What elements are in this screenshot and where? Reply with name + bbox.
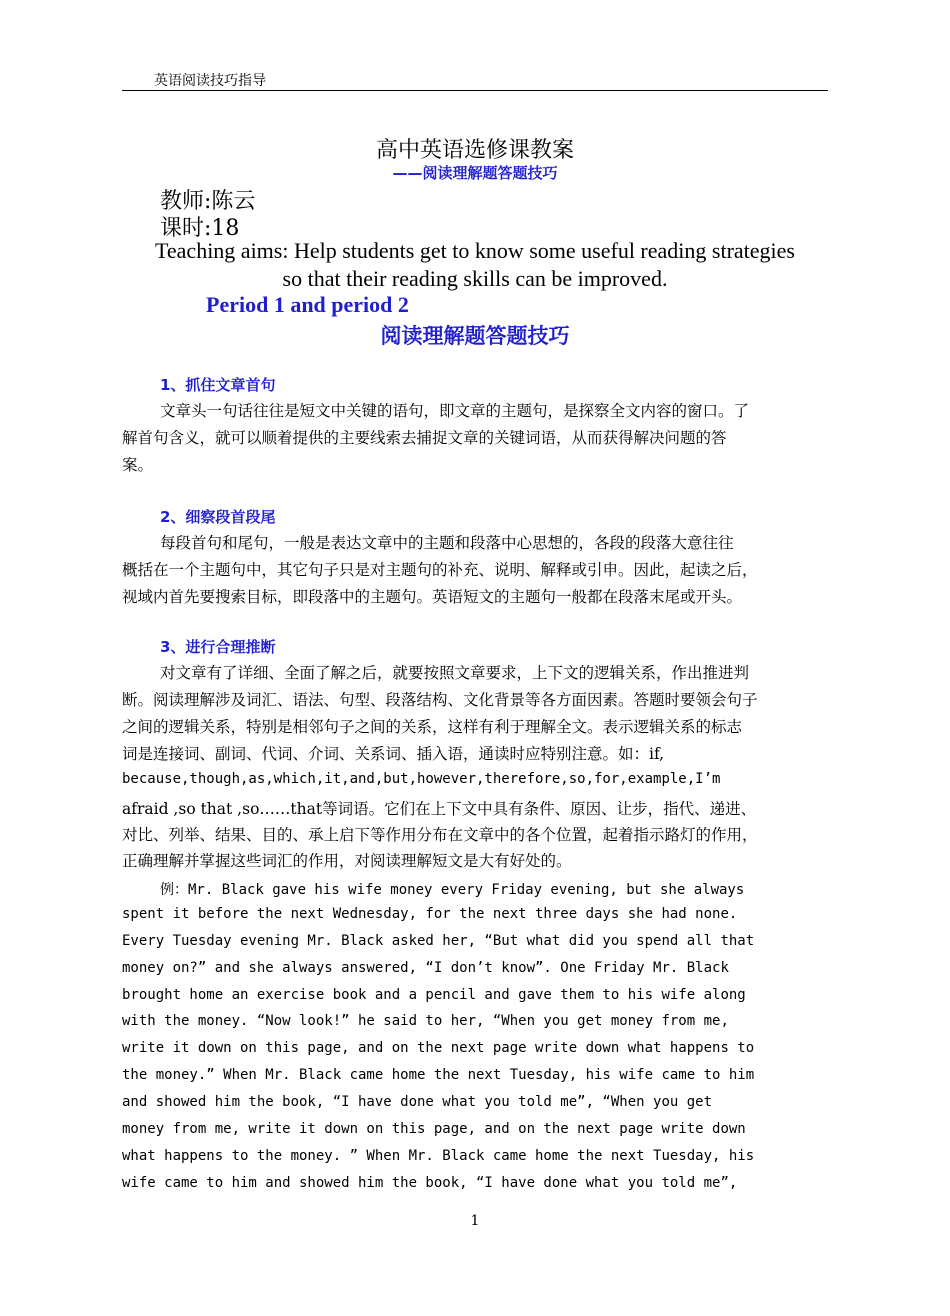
section-3-line: 对文章有了详细、全面了解之后，就要按照文章要求，上下文的逻辑关系，作出推进判 bbox=[160, 664, 750, 682]
section-1-line: 文章头一句话往往是短文中关键的语句，即文章的主题句，是探察全文内容的窗口。了 bbox=[160, 402, 750, 420]
example-line: brought home an exercise book and a pencil and gave them to his wife along bbox=[122, 987, 746, 1003]
section-3-line: 对比、列举、结果、目的、承上启下等作用分布在文章中的各个位置，起着指示路灯的作用， bbox=[122, 826, 758, 844]
page-number: 1 bbox=[470, 1213, 480, 1229]
example-line: Every Tuesday evening Mr. Black asked her, “But what did you spend all that bbox=[122, 933, 755, 949]
example-line: spent it before the next Wednesday, for the next three days she had none. bbox=[122, 906, 738, 922]
section-3-line: 正确理解并掌握这些词汇的作用，对阅读理解短文是大有好处的。 bbox=[122, 852, 572, 870]
section-3-line: 之间的逻辑关系，特别是相邻句子之间的关系，这样有利于理解全文。表示逻辑关系的标志 bbox=[122, 718, 743, 736]
example-line: with the money. “Now look!” he said to her, “When you get money from me, bbox=[122, 1013, 729, 1029]
example-line: the money.” When Mr. Black came home the next Tuesday, his wife came to him bbox=[122, 1067, 755, 1083]
page-header-text: 英语阅读技巧指导 bbox=[154, 73, 266, 89]
period-heading: Period 1 and period 2 bbox=[206, 292, 409, 317]
example-line: money on?” and she always answered, “I don’t know”. One Friday Mr. Black bbox=[122, 960, 729, 976]
example-line: and showed him the book, “I have done what you told me”, “When you get bbox=[122, 1094, 713, 1110]
section-3-line: 断。阅读理解涉及词汇、语法、句型、段落结构、文化背景等各方面因素。答题时要领会句子 bbox=[122, 691, 758, 709]
teacher-line: 教师:陈云 bbox=[160, 189, 256, 214]
section-3-line: 词是连接词、副词、代词、介词、关系词、插入语，通读时应特别注意。如：if, bbox=[122, 745, 665, 763]
document-title: 高中英语选修课教案 bbox=[375, 138, 574, 163]
section-2-line: 每段首句和尾句，一般是表达文章中的主题和段落中心思想的，各段的段落大意往往 bbox=[160, 534, 734, 552]
section-2-line: 视域内首先要搜索目标，即段落中的主题句。英语短文的主题句一般都在段落末尾或开头。 bbox=[122, 588, 743, 606]
section-1-line: 案。 bbox=[122, 456, 154, 474]
example-line: 例：Mr. Black gave his wife money every Friday evening, but she always bbox=[160, 882, 745, 898]
hours-line: 课时:18 bbox=[160, 216, 240, 241]
section-2-heading: 2、细察段首段尾 bbox=[160, 508, 276, 526]
section-3-heading: 3、进行合理推断 bbox=[160, 638, 276, 656]
example-line: wife came to him and showed him the book, “I have done what you told me”, bbox=[122, 1175, 738, 1191]
teaching-aims-line-2: so that their reading skills can be improved. bbox=[282, 266, 668, 291]
header-rule bbox=[122, 90, 828, 91]
section-3-line: afraid ,so that ,so……that等词语。它们在上下文中具有条件、原因、让步，指代、递进、 bbox=[122, 800, 757, 818]
strategy-title: 阅读理解题答题技巧 bbox=[380, 324, 570, 348]
example-line: money from me, write it down on this page, and on the next page write down bbox=[122, 1121, 746, 1137]
section-3-line: because,though,as,which,it,and,but,however,therefore,so,for,example,I’m bbox=[122, 771, 721, 787]
teaching-aims-line-1: Teaching aims: Help students get to know some useful reading strategies bbox=[155, 238, 795, 263]
document-subtitle: ——阅读理解题答题技巧 bbox=[392, 164, 558, 182]
section-1-heading: 1、抓住文章首句 bbox=[160, 376, 276, 394]
section-2-line: 概括在一个主题句中，其它句子只是对主题句的补充、说明、解释或引申。因此，起读之后， bbox=[122, 561, 758, 579]
example-line: what happens to the money. ” When Mr. Black came home the next Tuesday, his bbox=[122, 1148, 755, 1164]
example-line: write it down on this page, and on the next page write down what happens to bbox=[122, 1040, 755, 1056]
section-1-line: 解首句含义，就可以顺着提供的主要线索去捕捉文章的关键词语，从而获得解决问题的答 bbox=[122, 429, 727, 447]
